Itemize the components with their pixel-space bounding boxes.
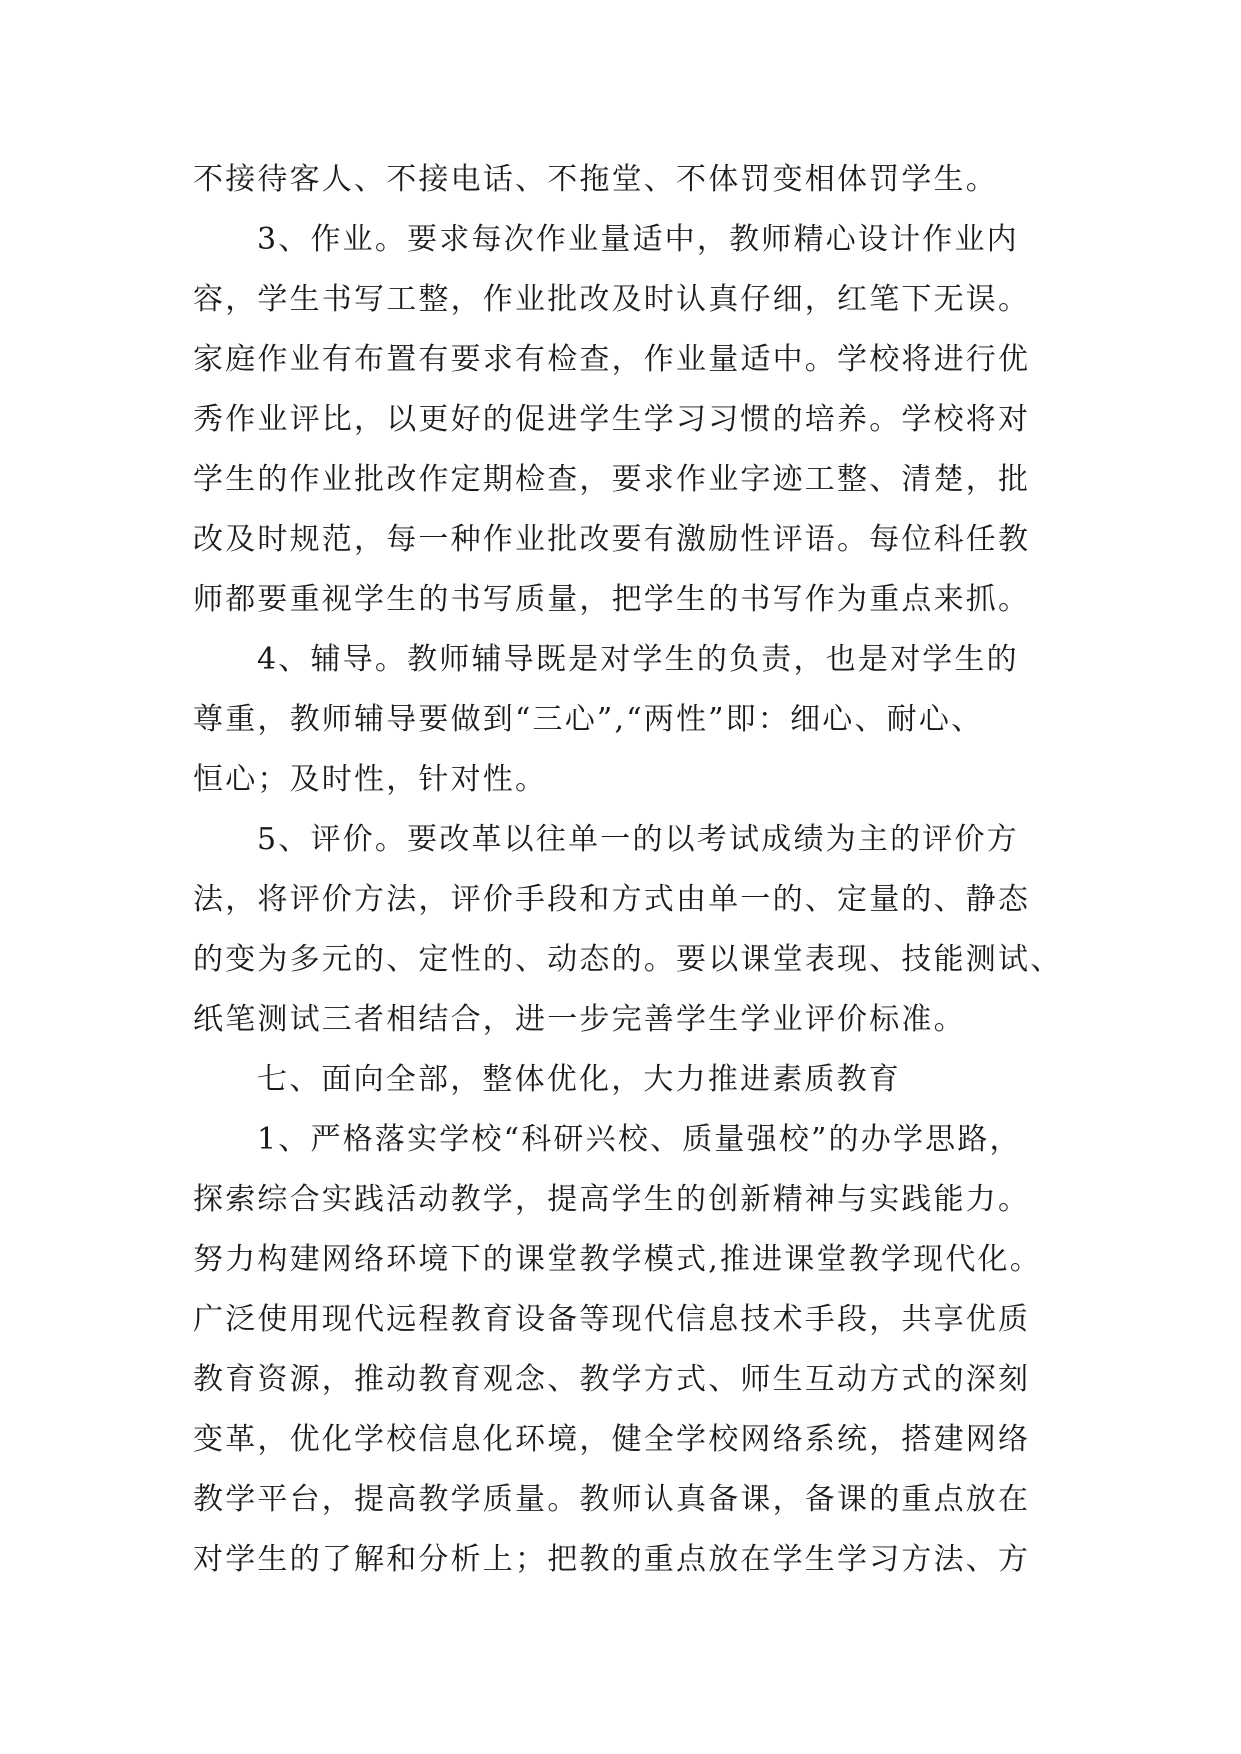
text-line: 变革，优化学校信息化环境，健全学校网络系统，搭建网络 bbox=[193, 1422, 1031, 1457]
text-line: 师都要重视学生的书写质量，把学生的书写作为重点来抓。 bbox=[193, 582, 1031, 617]
text-line: 探索综合实践活动教学，提高学生的创新精神与实践能力。 bbox=[193, 1182, 1031, 1217]
text-line: 广泛使用现代远程教育设备等现代信息技术手段，共享优质 bbox=[193, 1302, 1031, 1337]
paragraph-start-line: 3、作业。要求每次作业量适中，教师精心设计作业内 bbox=[257, 222, 1019, 257]
text-line: 教学平台，提高教学质量。教师认真备课，备课的重点放在 bbox=[193, 1482, 1031, 1517]
text-line: 纸笔测试三者相结合，进一步完善学生学业评价标准。 bbox=[193, 1002, 966, 1037]
text-line: 恒心；及时性，针对性。 bbox=[193, 762, 548, 797]
paragraph-start-line: 5、评价。要改革以往单一的以考试成绩为主的评价方 bbox=[257, 822, 1019, 857]
text-line: 尊重，教师辅导要做到“三心”,“两性”即：细心、耐心、 bbox=[193, 702, 984, 737]
text-line: 不接待客人、不接电话、不拖堂、不体罚变相体罚学生。 bbox=[193, 162, 998, 197]
text-line: 家庭作业有布置有要求有检查，作业量适中。学校将进行优 bbox=[193, 342, 1031, 377]
text-line: 改及时规范，每一种作业批改要有激励性评语。每位科任教 bbox=[193, 522, 1031, 557]
text-line: 的变为多元的、定性的、动态的。要以课堂表现、技能测试、 bbox=[193, 942, 1063, 977]
paragraph-start-line: 1、严格落实学校“科研兴校、质量强校”的办学思路， bbox=[257, 1122, 1022, 1157]
text-line: 对学生的了解和分析上；把教的重点放在学生学习方法、方 bbox=[193, 1542, 1031, 1577]
text-line: 秀作业评比，以更好的促进学生学习习惯的培养。学校将对 bbox=[193, 402, 1031, 437]
paragraph-start-line: 4、辅导。教师辅导既是对学生的负责，也是对学生的 bbox=[257, 642, 1019, 677]
document-body bbox=[193, 150, 1073, 1590]
text-line: 法，将评价方法，评价手段和方式由单一的、定量的、静态 bbox=[193, 882, 1031, 917]
text-line: 学生的作业批改作定期检查，要求作业字迹工整、清楚，批 bbox=[193, 462, 1031, 497]
text-line: 教育资源，推动教育观念、教学方式、师生互动方式的深刻 bbox=[193, 1362, 1031, 1397]
text-line: 努力构建网络环境下的课堂教学模式,推进课堂教学现代化。 bbox=[193, 1242, 1042, 1277]
text-line: 容，学生书写工整，作业批改及时认真仔细，红笔下无误。 bbox=[193, 282, 1031, 317]
section-heading: 七、面向全部，整体优化，大力推进素质教育 bbox=[257, 1062, 901, 1097]
